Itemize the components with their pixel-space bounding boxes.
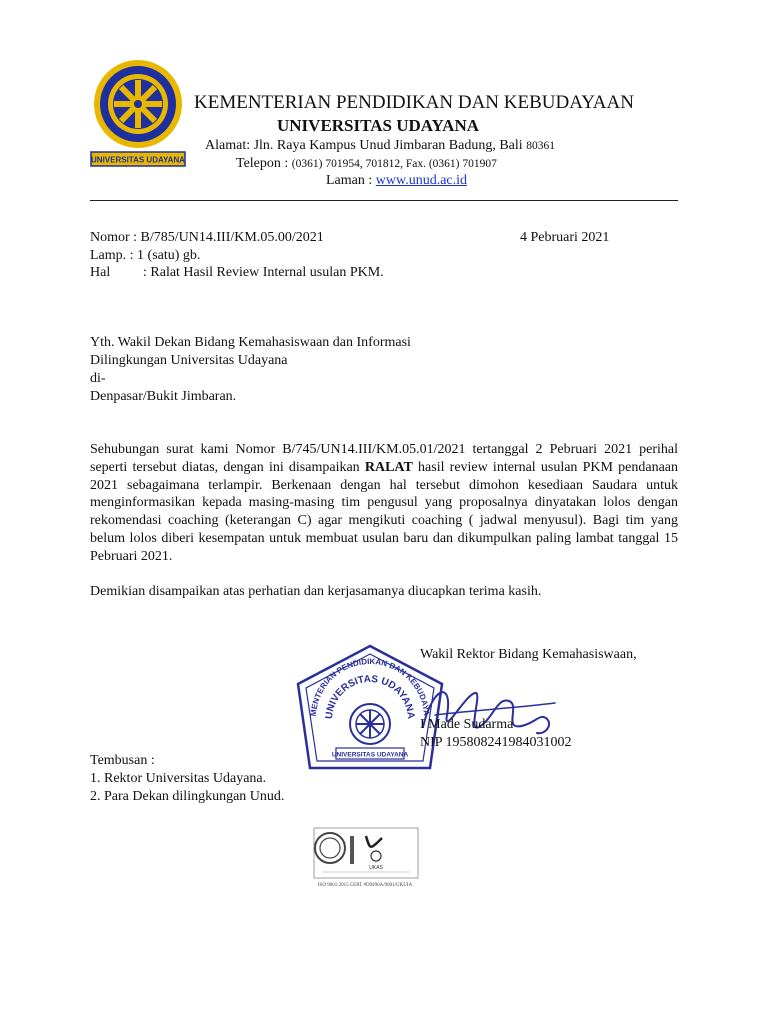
- signatory-title: Wakil Rektor Bidang Kemahasiswaan,: [420, 647, 637, 662]
- web-label: Laman :: [326, 173, 373, 188]
- subject-value: : Ralat Hasil Review Internal usulan PKM.: [143, 265, 384, 280]
- body-paragraph: [90, 441, 678, 566]
- signatory-nip: NIP 195808241984031002: [420, 735, 572, 750]
- website-line: [326, 173, 467, 189]
- cert-badge-text: UKAS: [369, 865, 383, 871]
- addressee-line-2: Dilingkungan Universitas Udayana: [90, 353, 288, 368]
- stamp-ministry-text: MENTERIAN PENDIDIKAN DAN KEBUDAYA: [308, 656, 432, 717]
- logo-banner-text: UNIVERSITAS UDAYANA: [91, 155, 185, 165]
- letter-number: Nomor : B/785/UN14.III/KM.05.00/2021: [90, 230, 324, 245]
- university-logo: [88, 58, 188, 170]
- university-name: UNIVERSITAS UDAYANA: [277, 116, 480, 135]
- address-line: [205, 138, 555, 154]
- stamp-university-text: UNIVERSITAS UDAYANA: [323, 673, 417, 720]
- stamp-banner-text: UNIVERSITAS UDAYANA: [331, 751, 409, 759]
- postal-code: 80361: [526, 140, 555, 152]
- signatory-name: I Made Sudarma: [420, 717, 514, 732]
- subject-label: Hal: [90, 265, 111, 280]
- cc-item-2: 2. Para Dekan dilingkungan Unud.: [90, 789, 285, 804]
- addressee-line-3: di-: [90, 371, 106, 386]
- cert-caption: ISO 9001:2015 CERT #D9490A/9001/UKUIA: [317, 883, 413, 888]
- letter-date: 4 Pebruari 2021: [520, 230, 610, 245]
- cc-label: Tembusan :: [90, 753, 155, 768]
- phone-label: Telepon :: [236, 156, 289, 171]
- letterhead-divider: [90, 200, 678, 201]
- website-link[interactable]: www.unud.ac.id: [375, 173, 468, 188]
- address-text: Alamat: Jln. Raya Kampus Unud Jimbaran Badung, Bali: [205, 138, 523, 153]
- ministry-name: KEMENTERIAN PENDIDIKAN DAN KEBUDAYAAN: [194, 92, 634, 113]
- attachment-line: Lamp. : 1 (satu) gb.: [90, 248, 201, 263]
- body-emphasis: RALAT: [364, 459, 413, 475]
- iso-certification-logos: [300, 826, 430, 890]
- phone-numbers: (0361) 701954, 701812, Fax. (0361) 701907: [291, 158, 497, 170]
- cc-item-1: 1. Rektor Universitas Udayana.: [90, 771, 267, 786]
- addressee-line-1: Yth. Wakil Dekan Bidang Kemahasiswaan dan Informasi: [90, 335, 411, 350]
- body-part-2: hasil review internal usulan PKM pendanaan 2021 sebagaimana terlampir. Berkenaan dengan hal tersebut dimohon kesediaan Saudara untuk menginformasikan kepada masing-masing tim pengusul yang proposalnya dinyatakan lolos dengan rekomendasi coaching (keterangan C) agar mengikuti coaching ( jadwal menyusul). Bagi tim yang belum lolos diberi kesempatan untuk membuat usulan baru dan dikumpulkan paling lambat tanggal 15 Pebruari 2021.: [90, 459, 678, 564]
- body-part-1: Sehubungan surat kami Nomor B/745/UN14.III/KM.05.01/2021 tertanggal 2 Pebruari 2021 perihal seperti tersebut diatas, dengan ini disampaikan: [90, 442, 678, 475]
- phone-line: [236, 156, 497, 172]
- closing-paragraph: Demikian disampaikan atas perhatian dan kerjasamanya diucapkan terima kasih.: [90, 584, 542, 599]
- addressee-line-4: Denpasar/Bukit Jimbaran.: [90, 389, 237, 404]
